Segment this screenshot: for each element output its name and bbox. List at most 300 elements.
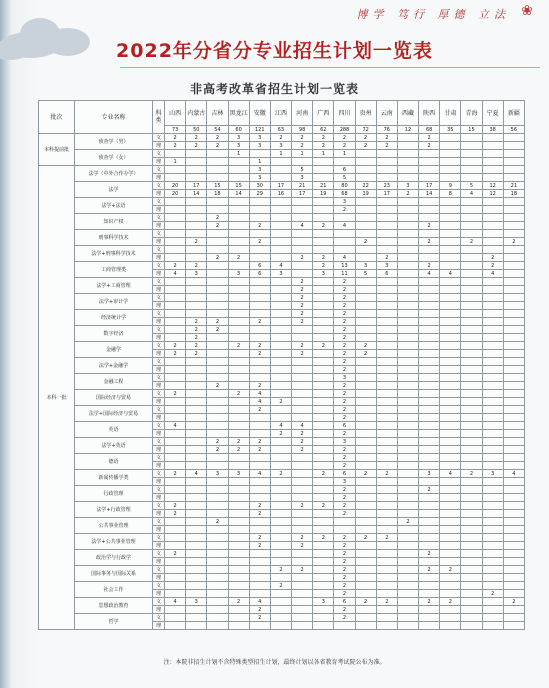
quota-cell [334,214,355,222]
quota-cell [270,614,291,622]
quota-cell [313,518,334,526]
quota-cell [165,486,186,494]
quota-cell [228,406,249,414]
quota-cell [186,510,207,518]
quota-cell [482,622,503,630]
header-major: 专业名称 [75,101,153,134]
quota-cell [270,486,291,494]
quota-cell [397,334,418,342]
quota-cell [461,158,482,166]
quota-cell [461,142,482,150]
quota-cell [397,430,418,438]
quota-cell [482,510,503,518]
quota-cell: 18 [207,190,228,198]
quota-cell [355,206,376,214]
quota-cell [313,430,334,438]
category-cell: 文 [153,278,165,286]
quota-cell [503,310,524,318]
quota-cell [355,510,376,518]
quota-cell [440,222,461,230]
quota-cell [503,350,524,358]
quota-cell [376,486,397,494]
quota-cell: 3 [482,470,503,478]
major-name: 法学+金融学 [75,358,153,374]
footnote: 注：本院非招生计划不含特殊类型招生计划，最终计划以各省教育考试院公布为准。 [163,659,386,666]
quota-cell [440,206,461,214]
quota-cell [397,350,418,358]
quota-cell [419,446,440,454]
quota-cell [292,390,313,398]
quota-cell [461,422,482,430]
quota-cell [228,526,249,534]
quota-cell [228,494,249,502]
quota-cell [228,566,249,574]
quota-cell [376,518,397,526]
quota-cell [376,574,397,582]
province-total: 15 [461,126,482,134]
quota-cell [186,174,207,182]
quota-cell [270,438,291,446]
quota-cell [313,462,334,470]
quota-cell: 3 [249,174,270,182]
quota-cell [440,342,461,350]
quota-cell: 4 [165,270,186,278]
category-cell: 理 [153,526,165,534]
quota-cell [355,230,376,238]
quota-cell [503,334,524,342]
quota-cell [313,406,334,414]
quota-cell [207,366,228,374]
quota-cell: 2 [334,510,355,518]
quota-cell [355,222,376,230]
quota-cell [186,414,207,422]
table-row [39,150,525,158]
major-name: 法学+审计学 [75,294,153,310]
quota-cell [440,318,461,326]
quota-cell [419,358,440,366]
major-name: 国际经济与贸易 [75,390,153,406]
quota-cell [355,526,376,534]
quota-cell: 2 [292,534,313,542]
category-cell: 文 [153,214,165,222]
quota-cell [249,422,270,430]
category-cell: 理 [153,382,165,390]
quota-cell [482,230,503,238]
quota-cell: 80 [334,182,355,190]
quota-cell [376,502,397,510]
quota-cell [207,574,228,582]
quota-cell: 15 [207,182,228,190]
quota-cell [461,230,482,238]
quota-cell [503,414,524,422]
quota-cell [376,374,397,382]
quota-cell: 2 [292,278,313,286]
header-province: 甘肃 [440,101,461,126]
quota-cell [461,606,482,614]
quota-cell [186,574,207,582]
quota-cell [186,462,207,470]
quota-cell [482,558,503,566]
quota-cell [376,174,397,182]
quota-cell [503,542,524,550]
quota-cell [419,606,440,614]
quota-cell [249,374,270,382]
quota-cell: 2 [292,310,313,318]
quota-cell [313,414,334,422]
category-cell: 文 [153,150,165,158]
quota-cell [503,494,524,502]
quota-cell [440,622,461,630]
quota-cell [440,518,461,526]
quota-cell [228,334,249,342]
quota-cell [270,494,291,502]
quota-cell: 2 [461,470,482,478]
quota-cell [376,406,397,414]
quota-cell [207,414,228,422]
category-cell: 理 [153,222,165,230]
quota-cell [419,350,440,358]
quota-cell [207,558,228,566]
quota-cell [440,374,461,382]
quota-cell [397,462,418,470]
quota-cell [270,502,291,510]
category-cell: 理 [153,158,165,166]
quota-cell [376,206,397,214]
quota-cell [461,478,482,486]
quota-cell [461,486,482,494]
quota-cell [313,510,334,518]
quota-cell: 2 [228,598,249,606]
quota-cell [249,574,270,582]
quota-cell [207,462,228,470]
quota-cell [292,582,313,590]
quota-cell: 3 [270,142,291,150]
quota-cell [165,462,186,470]
quota-cell: 3 [313,270,334,278]
quota-cell [482,302,503,310]
quota-cell: 1 [292,150,313,158]
quota-cell [440,550,461,558]
quota-cell [461,294,482,302]
table-row [39,166,525,174]
category-cell: 理 [153,254,165,262]
quota-cell [482,494,503,502]
quota-cell [419,230,440,238]
quota-cell [461,558,482,566]
quota-cell: 3 [334,198,355,206]
quota-cell [207,494,228,502]
quota-cell [228,518,249,526]
quota-cell: 2 [228,438,249,446]
quota-cell [292,606,313,614]
quota-cell: 4 [249,390,270,398]
quota-cell: 2 [270,398,291,406]
quota-cell [419,294,440,302]
category-cell: 理 [153,270,165,278]
quota-cell [249,550,270,558]
quota-cell [228,478,249,486]
quota-cell [165,318,186,326]
quota-cell [503,326,524,334]
header-province: 山西 [165,101,186,126]
quota-cell: 23 [376,182,397,190]
quota-cell: 2 [165,342,186,350]
quota-cell [440,230,461,238]
quota-cell [228,262,249,270]
quota-cell [376,246,397,254]
quota-cell [419,150,440,158]
quota-cell: 3 [292,174,313,182]
quota-cell [397,214,418,222]
quota-cell [503,590,524,598]
quota-cell [334,246,355,254]
quota-cell [207,486,228,494]
quota-cell [165,438,186,446]
quota-cell [461,462,482,470]
school-emblem-icon: ❀ [521,3,533,19]
quota-cell [270,198,291,206]
quota-cell [186,550,207,558]
quota-cell: 19 [313,190,334,198]
quota-cell [313,158,334,166]
quota-cell: 2 [355,534,376,542]
quota-cell [292,462,313,470]
quota-cell [461,150,482,158]
quota-cell [165,230,186,238]
quota-cell: 2 [334,406,355,414]
quota-cell: 2 [334,206,355,214]
quota-cell: 2 [313,142,334,150]
quota-cell [270,478,291,486]
quota-cell [355,430,376,438]
table-row [39,198,525,206]
quota-cell [207,542,228,550]
quota-cell [482,534,503,542]
quota-cell [461,318,482,326]
quota-cell: 4 [334,254,355,262]
quota-cell: 2 [249,350,270,358]
category-cell: 理 [153,446,165,454]
quota-cell [292,262,313,270]
quota-cell: 2 [186,262,207,270]
quota-cell [376,566,397,574]
category-cell: 文 [153,454,165,462]
quota-cell [461,574,482,582]
quota-cell [482,486,503,494]
quota-cell [165,174,186,182]
quota-cell [355,246,376,254]
page-title: 2022年分省分专业招生计划一览表 [116,40,433,62]
province-total: 288 [334,126,355,134]
quota-cell: 13 [334,262,355,270]
batch-cell: 本科提前批 [39,134,75,166]
quota-cell [482,422,503,430]
quota-cell [482,318,503,326]
quota-cell [482,166,503,174]
quota-cell [482,326,503,334]
quota-cell: 2 [376,470,397,478]
table-row [39,422,525,430]
quota-cell [440,574,461,582]
quota-cell: 2 [419,222,440,230]
quota-cell [355,150,376,158]
quota-cell [207,606,228,614]
quota-cell [397,374,418,382]
quota-cell [503,222,524,230]
quota-cell [503,622,524,630]
quota-cell [355,286,376,294]
quota-cell [270,174,291,182]
quota-cell: 2 [334,134,355,142]
quota-cell: 2 [440,566,461,574]
quota-cell [376,606,397,614]
quota-cell [482,142,503,150]
quota-cell [207,238,228,246]
quota-cell [207,302,228,310]
quota-cell [397,318,418,326]
quota-cell [165,214,186,222]
category-cell: 文 [153,406,165,414]
quota-cell [292,334,313,342]
quota-cell [228,414,249,422]
quota-cell [503,558,524,566]
quota-cell: 4 [440,470,461,478]
quota-cell [482,550,503,558]
quota-cell: 2 [292,142,313,150]
quota-cell: 1 [313,150,334,158]
quota-cell: 2 [313,502,334,510]
province-total: 50 [186,126,207,134]
quota-cell [397,398,418,406]
quota-cell [503,462,524,470]
quota-cell [270,158,291,166]
quota-cell: 2 [334,430,355,438]
quota-cell: 9 [440,182,461,190]
quota-cell [482,598,503,606]
quota-cell [207,230,228,238]
quota-cell [376,462,397,470]
quota-cell: 4 [461,190,482,198]
quota-cell: 4 [292,222,313,230]
quota-cell: 2 [334,326,355,334]
quota-cell: 4 [186,470,207,478]
quota-cell: 2 [419,598,440,606]
quota-cell [355,374,376,382]
quota-cell [482,206,503,214]
quota-cell: 2 [419,486,440,494]
major-name: 政治学与行政学 [75,550,153,566]
quota-cell [461,342,482,350]
quota-cell [376,286,397,294]
quota-cell [503,390,524,398]
quota-cell: 5 [292,166,313,174]
quota-cell [376,414,397,422]
quota-cell: 4 [270,422,291,430]
quota-cell [419,382,440,390]
quota-cell [440,302,461,310]
quota-cell [270,342,291,350]
quota-cell [503,206,524,214]
quota-cell [228,358,249,366]
quota-cell: 1 [228,150,249,158]
quota-cell [186,566,207,574]
quota-cell [397,158,418,166]
quota-cell: 20 [165,182,186,190]
quota-cell [292,622,313,630]
quota-cell [482,310,503,318]
quota-cell: 2 [334,566,355,574]
quota-cell: 2 [334,454,355,462]
category-cell: 理 [153,606,165,614]
quota-cell [186,446,207,454]
quota-cell: 2 [165,502,186,510]
quota-cell: 2 [207,326,228,334]
quota-cell: 2 [186,238,207,246]
quota-cell: 2 [292,318,313,326]
quota-cell [440,238,461,246]
quota-cell [419,622,440,630]
quota-cell [207,198,228,206]
quota-cell [313,486,334,494]
quota-cell: 2 [334,486,355,494]
quota-cell [249,198,270,206]
quota-cell [397,558,418,566]
quota-cell [207,590,228,598]
quota-cell [440,366,461,374]
quota-cell: 2 [334,542,355,550]
quota-cell [186,374,207,382]
quota-cell: 2 [376,142,397,150]
quota-cell [461,542,482,550]
quota-cell [355,574,376,582]
quota-cell [419,206,440,214]
major-name: 金融学 [75,342,153,358]
quota-cell [270,542,291,550]
quota-cell [376,622,397,630]
table-row [39,214,525,222]
category-cell: 理 [153,318,165,326]
quota-cell [397,358,418,366]
quota-cell: 3 [228,470,249,478]
quota-cell: 2 [376,254,397,262]
quota-cell [376,494,397,502]
quota-cell [461,510,482,518]
quota-cell [313,278,334,286]
quota-cell [292,374,313,382]
quota-cell [249,518,270,526]
quota-cell [186,214,207,222]
table-row [39,182,525,190]
quota-cell [376,614,397,622]
quota-cell [397,238,418,246]
quota-cell: 2 [334,294,355,302]
quota-cell: 2 [165,470,186,478]
quota-cell [313,382,334,390]
quota-cell [270,222,291,230]
quota-cell [440,278,461,286]
quota-cell [186,366,207,374]
quota-cell [419,502,440,510]
table-row [39,310,525,318]
quota-cell [482,214,503,222]
quota-cell: 3 [207,470,228,478]
quota-cell [249,558,270,566]
quota-cell [461,206,482,214]
quota-cell [461,278,482,286]
major-name: 法学+工商管理 [75,278,153,294]
quota-cell [376,582,397,590]
major-name: 刑事科学技术 [75,230,153,246]
